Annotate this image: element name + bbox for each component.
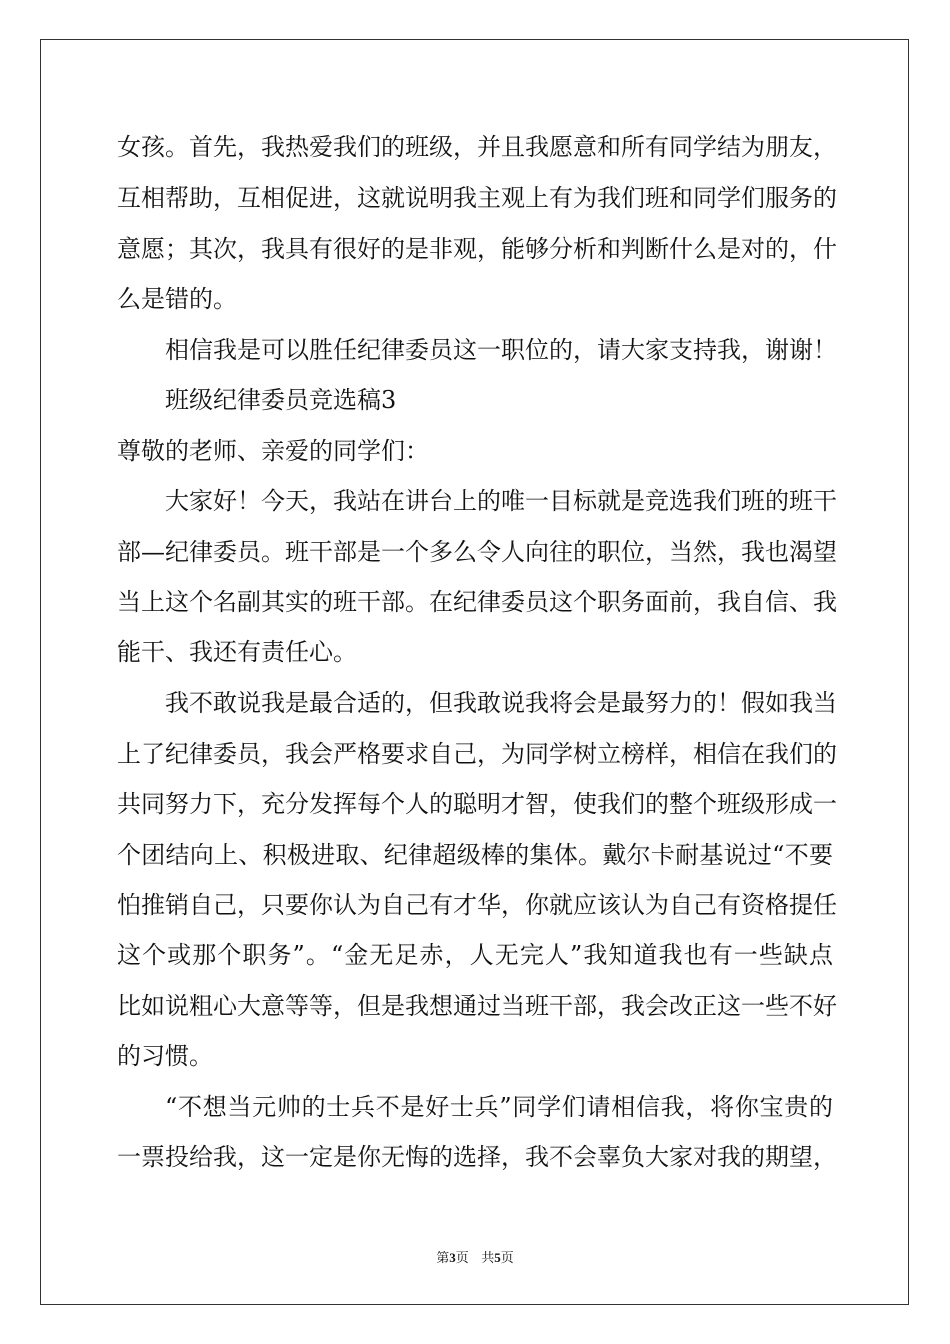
text-line: 个团结向上、积极进取、纪律超级棒的集体。戴尔卡耐基说过“不要 bbox=[117, 841, 833, 869]
page-footer bbox=[0, 1247, 950, 1266]
text-line: “不想当元帅的士兵不是好士兵”同学们请相信我，将你宝贵的 bbox=[165, 1093, 833, 1121]
total-pages: 5 bbox=[494, 1250, 501, 1265]
page-number: 3 bbox=[449, 1250, 456, 1265]
text-line: 这个或那个职务”。“金无足赤，人无完人”我知道我也有一些缺点 bbox=[117, 941, 833, 969]
text-line: 的习惯。 bbox=[117, 1042, 213, 1070]
text-line: 上了纪律委员，我会严格要求自己，为同学树立榜样，相信在我们的 bbox=[117, 740, 837, 768]
total-suffix: 页 bbox=[500, 1251, 514, 1266]
page-prefix: 第 bbox=[436, 1251, 450, 1266]
page-suffix: 页 bbox=[455, 1251, 469, 1266]
text-line: 相信我是可以胜任纪律委员这一职位的，请大家支持我，谢谢！ bbox=[165, 336, 837, 364]
text-line: 么是错的。 bbox=[117, 285, 237, 313]
text-line: 共同努力下，充分发挥每个人的聪明才智，使我们的整个班级形成一 bbox=[117, 790, 837, 818]
text-line: 意愿；其次，我具有很好的是非观，能够分析和判断什么是对的，什 bbox=[117, 235, 837, 263]
text-line: 怕推销自己，只要你认为自己有才华，你就应该认为自己有资格提任 bbox=[117, 891, 837, 919]
text-line: 一票投给我，这一定是你无悔的选择，我不会辜负大家对我的期望， bbox=[117, 1143, 837, 1171]
section-heading: 班级纪律委员竞选稿3 bbox=[165, 386, 397, 414]
total-prefix: 共 bbox=[481, 1251, 495, 1266]
text-line: 互相帮助，互相促进，这就说明我主观上有为我们班和同学们服务的 bbox=[117, 184, 837, 212]
text-line: 能干、我还有责任心。 bbox=[117, 638, 357, 666]
text-line: 女孩。首先，我热爱我们的班级，并且我愿意和所有同学结为朋友， bbox=[117, 133, 837, 161]
text-line: 当上这个名副其实的班干部。在纪律委员这个职务面前，我自信、我 bbox=[117, 588, 837, 616]
text-line: 大家好！今天，我站在讲台上的唯一目标就是竞选我们班的班干 bbox=[165, 487, 837, 515]
text-line: 比如说粗心大意等等，但是我想通过当班干部，我会改正这一些不好 bbox=[117, 992, 837, 1020]
salutation: 尊敬的老师、亲爱的同学们： bbox=[117, 437, 429, 465]
text-line: 我不敢说我是最合适的，但我敢说我将会是最努力的！假如我当 bbox=[165, 689, 837, 717]
text-line: 部—纪律委员。班干部是一个多么令人向往的职位，当然，我也渴望 bbox=[117, 538, 837, 566]
